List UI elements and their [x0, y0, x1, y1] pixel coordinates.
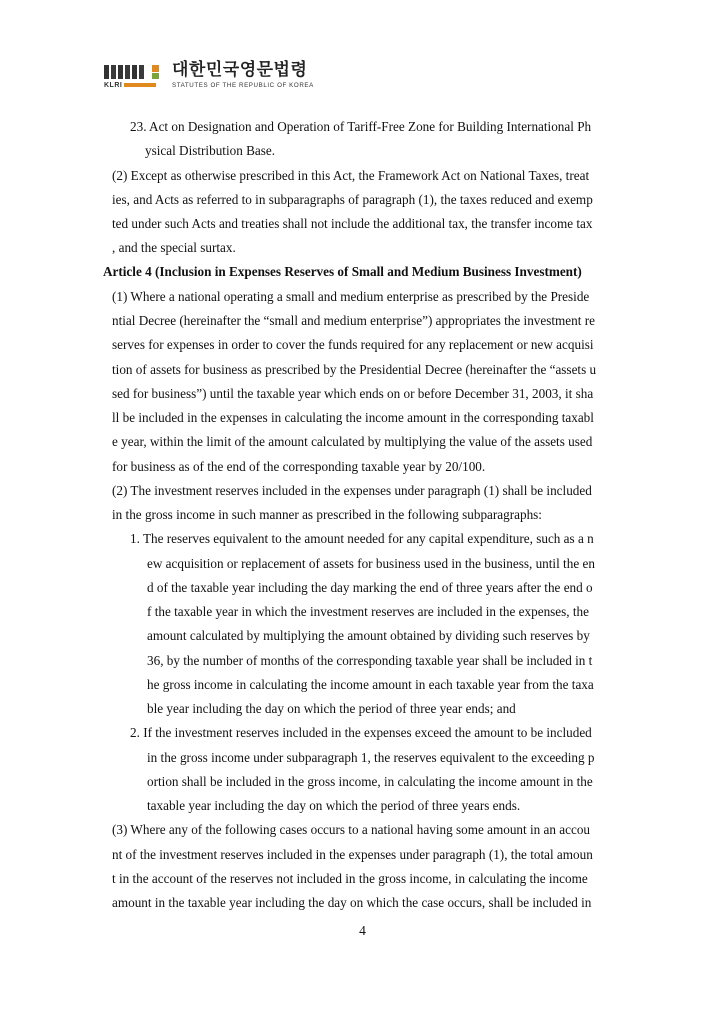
text-line: 2. If the investment reserves included in the expenses exceed the amount to be included	[130, 725, 592, 740]
text-line: f the taxable year in which the investment reserves are included in the expenses, the	[147, 604, 589, 619]
text-line: ll be included in the expenses in calculating the income amount in the corresponding taxabl	[112, 410, 594, 425]
text-line: tion of assets for business as prescribed by the Presidential Decree (hereinafter the “assets u	[112, 362, 597, 377]
text-line: , and the special surtax.	[112, 240, 236, 255]
header-title-korean: 대한민국영문법령	[172, 60, 308, 80]
text-line: t in the account of the reserves not included in the gross income, in calculating the income	[112, 871, 588, 886]
text-line: (3) Where any of the following cases occurs to a national having some amount in an accou	[112, 822, 591, 837]
text-line: serves for expenses in order to cover the funds required for any replacement or new acquisi	[112, 337, 594, 352]
text-line: amount calculated by multiplying the amount obtained by dividing such reserves by	[147, 628, 590, 643]
text-line: nt of the investment reserves included in the expenses under paragraph (1), the total amoun	[112, 847, 593, 862]
text-line: in the gross income in such manner as prescribed in the following subparagraphs:	[112, 507, 542, 522]
logo-abbreviation: KLRI	[104, 82, 123, 89]
logo-bars-icon	[104, 65, 144, 79]
klri-logo	[104, 60, 160, 94]
text-line: he gross income in calculating the income amount in each taxable year from the taxa	[147, 677, 594, 692]
text-line: for business as of the end of the corresponding taxable year by 20/100.	[112, 459, 486, 474]
text-line: ntial Decree (hereinafter the “small and medium enterprise”) appropriates the investment re	[112, 313, 595, 328]
page-number: 4	[359, 923, 366, 938]
text-line: 23. Act on Designation and Operation of Tariff-Free Zone for Building International Ph	[130, 119, 592, 134]
logo-orange-square-icon	[152, 65, 159, 72]
text-line: ble year including the day on which the period of three year ends; and	[147, 701, 516, 716]
text-line: (2) Except as otherwise prescribed in this Act, the Framework Act on National Taxes, treat	[112, 168, 590, 183]
text-line: (2) The investment reserves included in the expenses under paragraph (1) shall be included	[112, 483, 592, 498]
text-line: ortion shall be included in the gross income, in calculating the income amount in the	[147, 774, 593, 789]
text-line: taxable year including the day on which the period of three years ends.	[147, 798, 521, 813]
text-line: in the gross income under subparagraph 1, the reserves equivalent to the exceeding p	[147, 750, 595, 765]
text-line: ies, and Acts as referred to in subparagraphs of paragraph (1), the taxes reduced and exemp	[112, 192, 593, 207]
text-line: sed for business”) until the taxable year which ends on or before December 31, 2003, it sha	[112, 386, 594, 401]
article-heading: Article 4 (Inclusion in Expenses Reserves of Small and Medium Business Investment)	[103, 264, 582, 279]
text-line: ted under such Acts and treaties shall not include the additional tax, the transfer income tax	[112, 216, 593, 231]
header	[104, 60, 314, 94]
text-line: (1) Where a national operating a small and medium enterprise as prescribed by the Preside	[112, 289, 590, 304]
logo-orange-strip-icon	[124, 83, 156, 87]
logo-green-square-icon	[152, 73, 159, 79]
text-line: d of the taxable year including the day marking the end of three years after the end o	[147, 580, 593, 595]
header-title-english: STATUTES OF THE REPUBLIC OF KOREA	[172, 82, 314, 89]
text-line: 36, by the number of months of the corresponding taxable year shall be included in t	[147, 653, 593, 668]
text-line: amount in the taxable year including the day on which the case occurs, shall be included in	[112, 895, 592, 910]
header-text	[172, 60, 314, 89]
text-line: ysical Distribution Base.	[145, 143, 276, 158]
text-line: e year, within the limit of the amount calculated by multiplying the value of the assets used	[112, 434, 593, 449]
text-line: ew acquisition or replacement of assets for business used in the business, until the en	[147, 556, 595, 571]
text-line: 1. The reserves equivalent to the amount needed for any capital expenditure, such as a n	[130, 531, 594, 546]
